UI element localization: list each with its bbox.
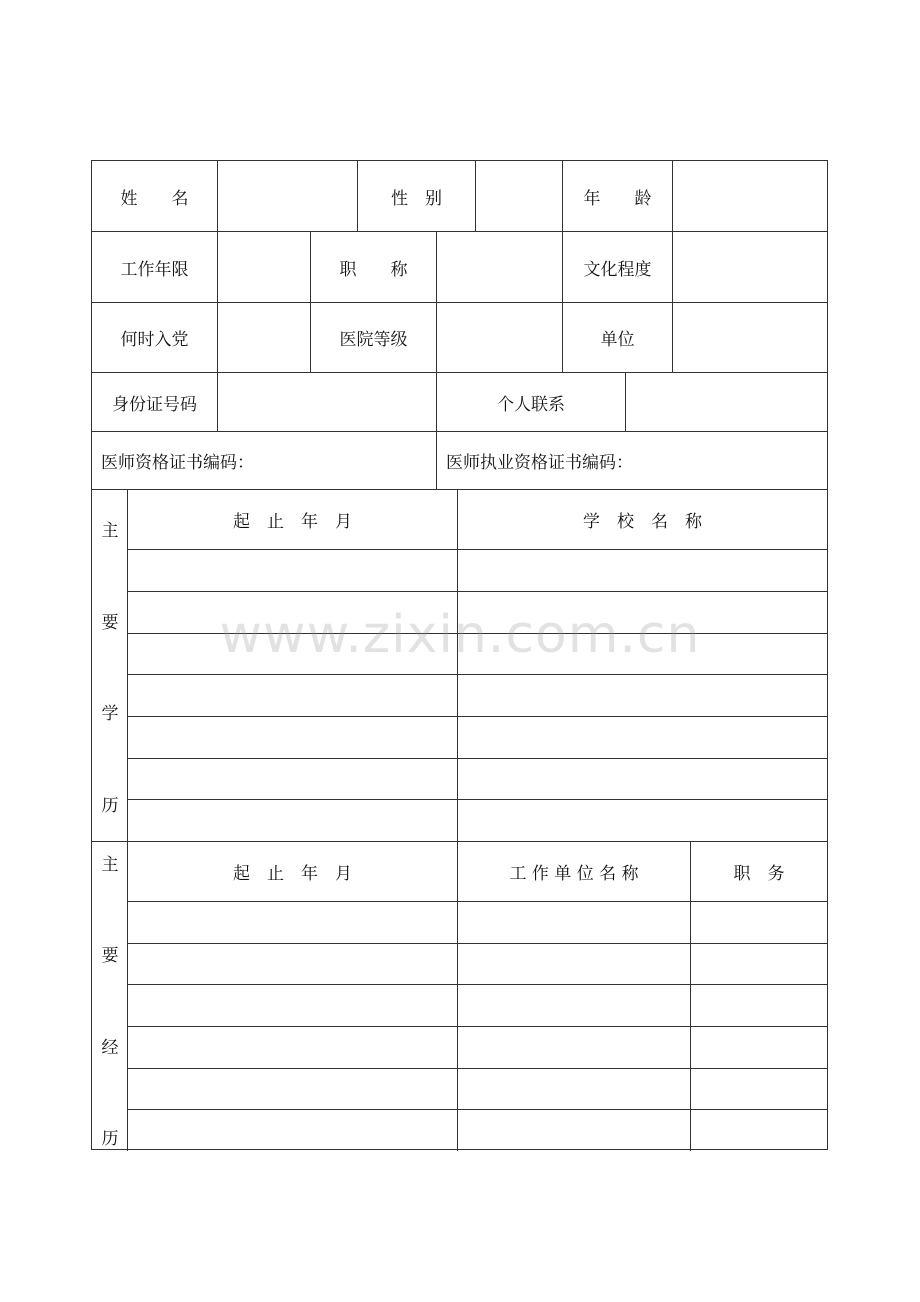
field-education[interactable] [673,232,827,302]
label-unit: 单位 [600,330,635,350]
row-divider [127,1109,827,1110]
label-practice-cert[interactable]: 医师执业资格证书编码： [446,453,633,473]
edu-side-label-4: 历 [101,796,119,816]
row-divider [127,758,827,759]
field-name[interactable] [218,161,357,231]
edu-header-period: 起 止 年 月 [233,512,352,532]
exp-side-label-2: 要 [101,946,119,966]
label-education: 文化程度 [583,259,652,280]
row-divider [127,549,827,550]
row-divider [127,1026,827,1027]
label-contact: 个人联系 [497,394,565,415]
field-age[interactable] [673,161,827,231]
field-title[interactable] [437,232,562,302]
row-divider [127,1068,827,1069]
row-divider [127,799,827,800]
exp-side-label-1: 主 [101,855,119,875]
label-party-join: 何时入党 [120,330,189,350]
label-doctor-cert[interactable]: 医师资格证书编码： [101,453,254,473]
label-id-number: 身份证号码 [112,394,197,415]
row-divider [127,943,827,944]
exp-side-label-4: 历 [101,1129,119,1149]
edu-side-label-3: 学 [101,704,119,724]
row-divider [127,984,827,985]
edu-side-label-1: 主 [101,521,119,541]
field-work-years[interactable] [218,232,310,302]
field-gender[interactable] [476,161,562,231]
label-gender: 性 别 [391,188,442,209]
row-divider [127,716,827,717]
exp-header-workplace: 工 作 单 位 名 称 [509,864,639,884]
row-divider [127,591,827,592]
row-divider [127,674,827,675]
exp-side-label-3: 经 [101,1038,119,1058]
label-hospital-grade: 医院等级 [339,330,408,350]
field-id-number[interactable] [218,373,436,431]
label-work-years: 工作年限 [120,259,189,280]
edu-side-label-2: 要 [101,613,119,633]
field-hospital-grade[interactable] [437,303,562,372]
field-party-join[interactable] [218,303,310,372]
exp-header-period: 起 止 年 月 [233,864,352,884]
watermark: www.zixin.com.cn [219,605,701,665]
label-name: 姓 名 [120,188,189,209]
field-unit[interactable] [673,303,827,372]
row-divider [127,633,827,634]
resume-form-table [91,160,828,1150]
exp-header-position: 职 务 [733,864,785,884]
label-title: 职 称 [339,259,408,280]
row-divider [127,901,827,902]
edu-header-school: 学 校 名 称 [583,512,702,532]
field-contact[interactable] [626,373,827,431]
label-age: 年 龄 [583,188,652,209]
